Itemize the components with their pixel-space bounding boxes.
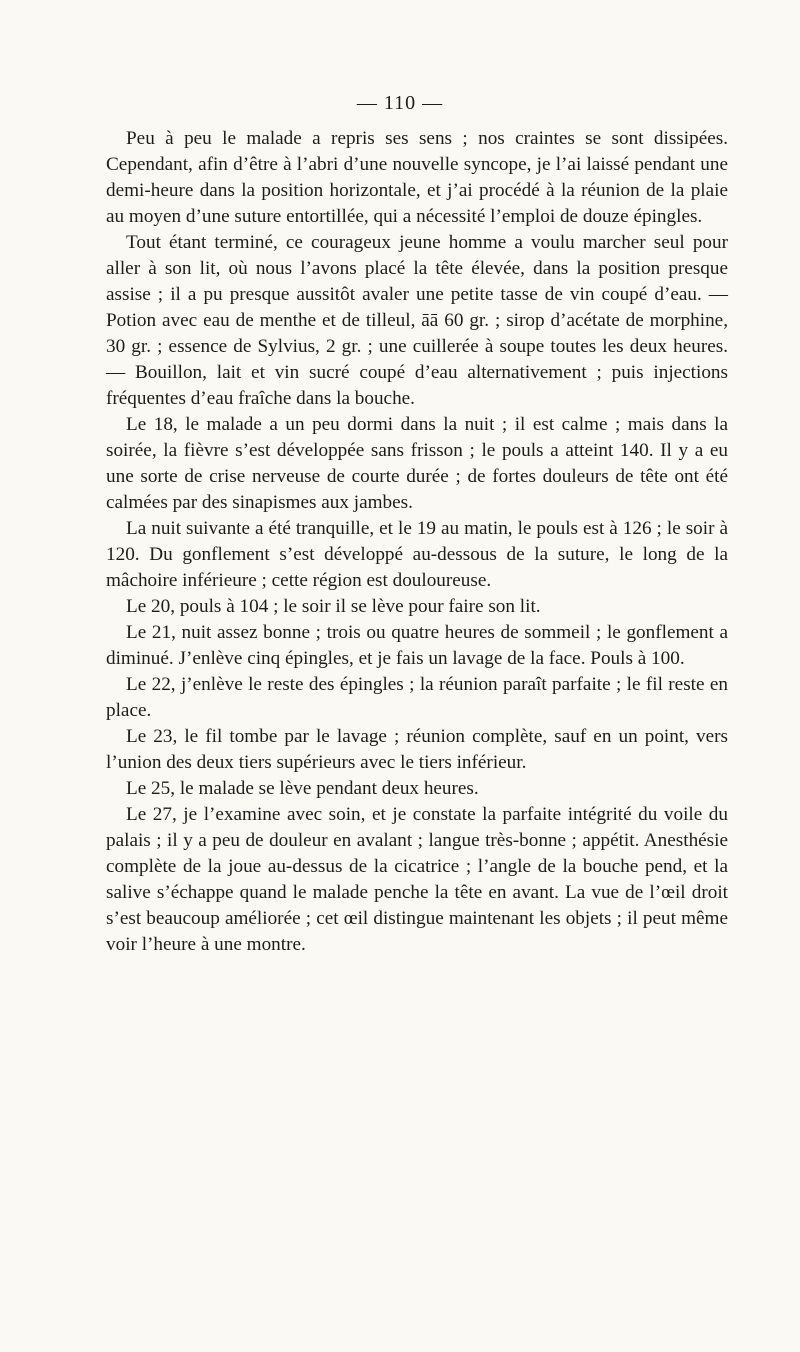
paragraph: Le 20, pouls à 104 ; le soir il se lève pour faire son lit.	[126, 596, 541, 617]
paragraph: Tout étant terminé, ce courageux jeune homme a voulu marcher seul pour aller à son lit, où nous l’avons placé la tête élevée, dans la position presque assise ; il a pu presque aussitôt avaler une petite tasse de vin coupé d’eau. — Potion avec eau de menthe et de tilleul, āā 60 gr. ; sirop d’acétate de morphine, 30 gr. ; essence de Sylvius, 2 gr. ; une cuillerée à soupe toutes les deux heures. — Bouillon, lait et vin sucré coupé d’eau alternativement ; puis injections fréquentes d’eau fraîche dans la bouche.	[106, 232, 728, 409]
paragraph: Le 23, le fil tombe par le lavage ; réunion complète, sauf en un point, vers l’union des deux tiers supérieurs avec le tiers inférieur.	[106, 726, 728, 773]
paragraph: Le 25, le malade se lève pendant deux heures.	[126, 778, 479, 799]
paragraph: Le 21, nuit assez bonne ; trois ou quatre heures de sommeil ; le gonflement a diminué. J’enlève cinq épingles, et je fais un lavage de la face. Pouls à 100.	[106, 622, 728, 669]
paragraph: La nuit suivante a été tranquille, et le 19 au matin, le pouls est à 126 ; le soir à 120. Du gonflement s’est développé au-dessous de la suture, le long de la mâchoire inférieure ; cette région est douloureuse.	[106, 518, 728, 591]
page-number: — 110 —	[356, 92, 444, 114]
paragraph: Le 18, le malade a un peu dormi dans la nuit ; il est calme ; mais dans la soirée, la fièvre s’est développée sans frisson ; le pouls a atteint 140. Il y a eu une sorte de crise nerveuse de courte durée ; de fortes douleurs de tête ont été calmées par des sinapismes aux jambes.	[106, 414, 728, 513]
paragraph: Le 27, je l’examine avec soin, et je constate la parfaite intégrité du voile du palais ; il y a peu de douleur en avalant ; langue très-bonne ; appétit. Anesthésie complète de la joue au-dessus de la cicatrice ; l’angle de la bouche pend, et la salive s’échappe quand le malade penche la tête en avant. La vue de l’œil droit s’est beaucoup améliorée ; cet œil distingue maintenant les objets ; il peut même voir l’heure à une montre.	[106, 804, 728, 955]
paragraph: Peu à peu le malade a repris ses sens ; nos craintes se sont dissipées. Cependant, afin d’être à l’abri d’une nouvelle syncope, je l’ai laissé pendant une demi-heure dans la position horizontale, et j’ai procédé à la réunion de la plaie au moyen d’une suture entortillée, qui a nécessité l’emploi de douze épingles.	[106, 128, 728, 227]
body-text	[106, 126, 728, 958]
paragraph: Le 22, j’enlève le reste des épingles ; la réunion paraît parfaite ; le fil reste en place.	[106, 674, 728, 721]
